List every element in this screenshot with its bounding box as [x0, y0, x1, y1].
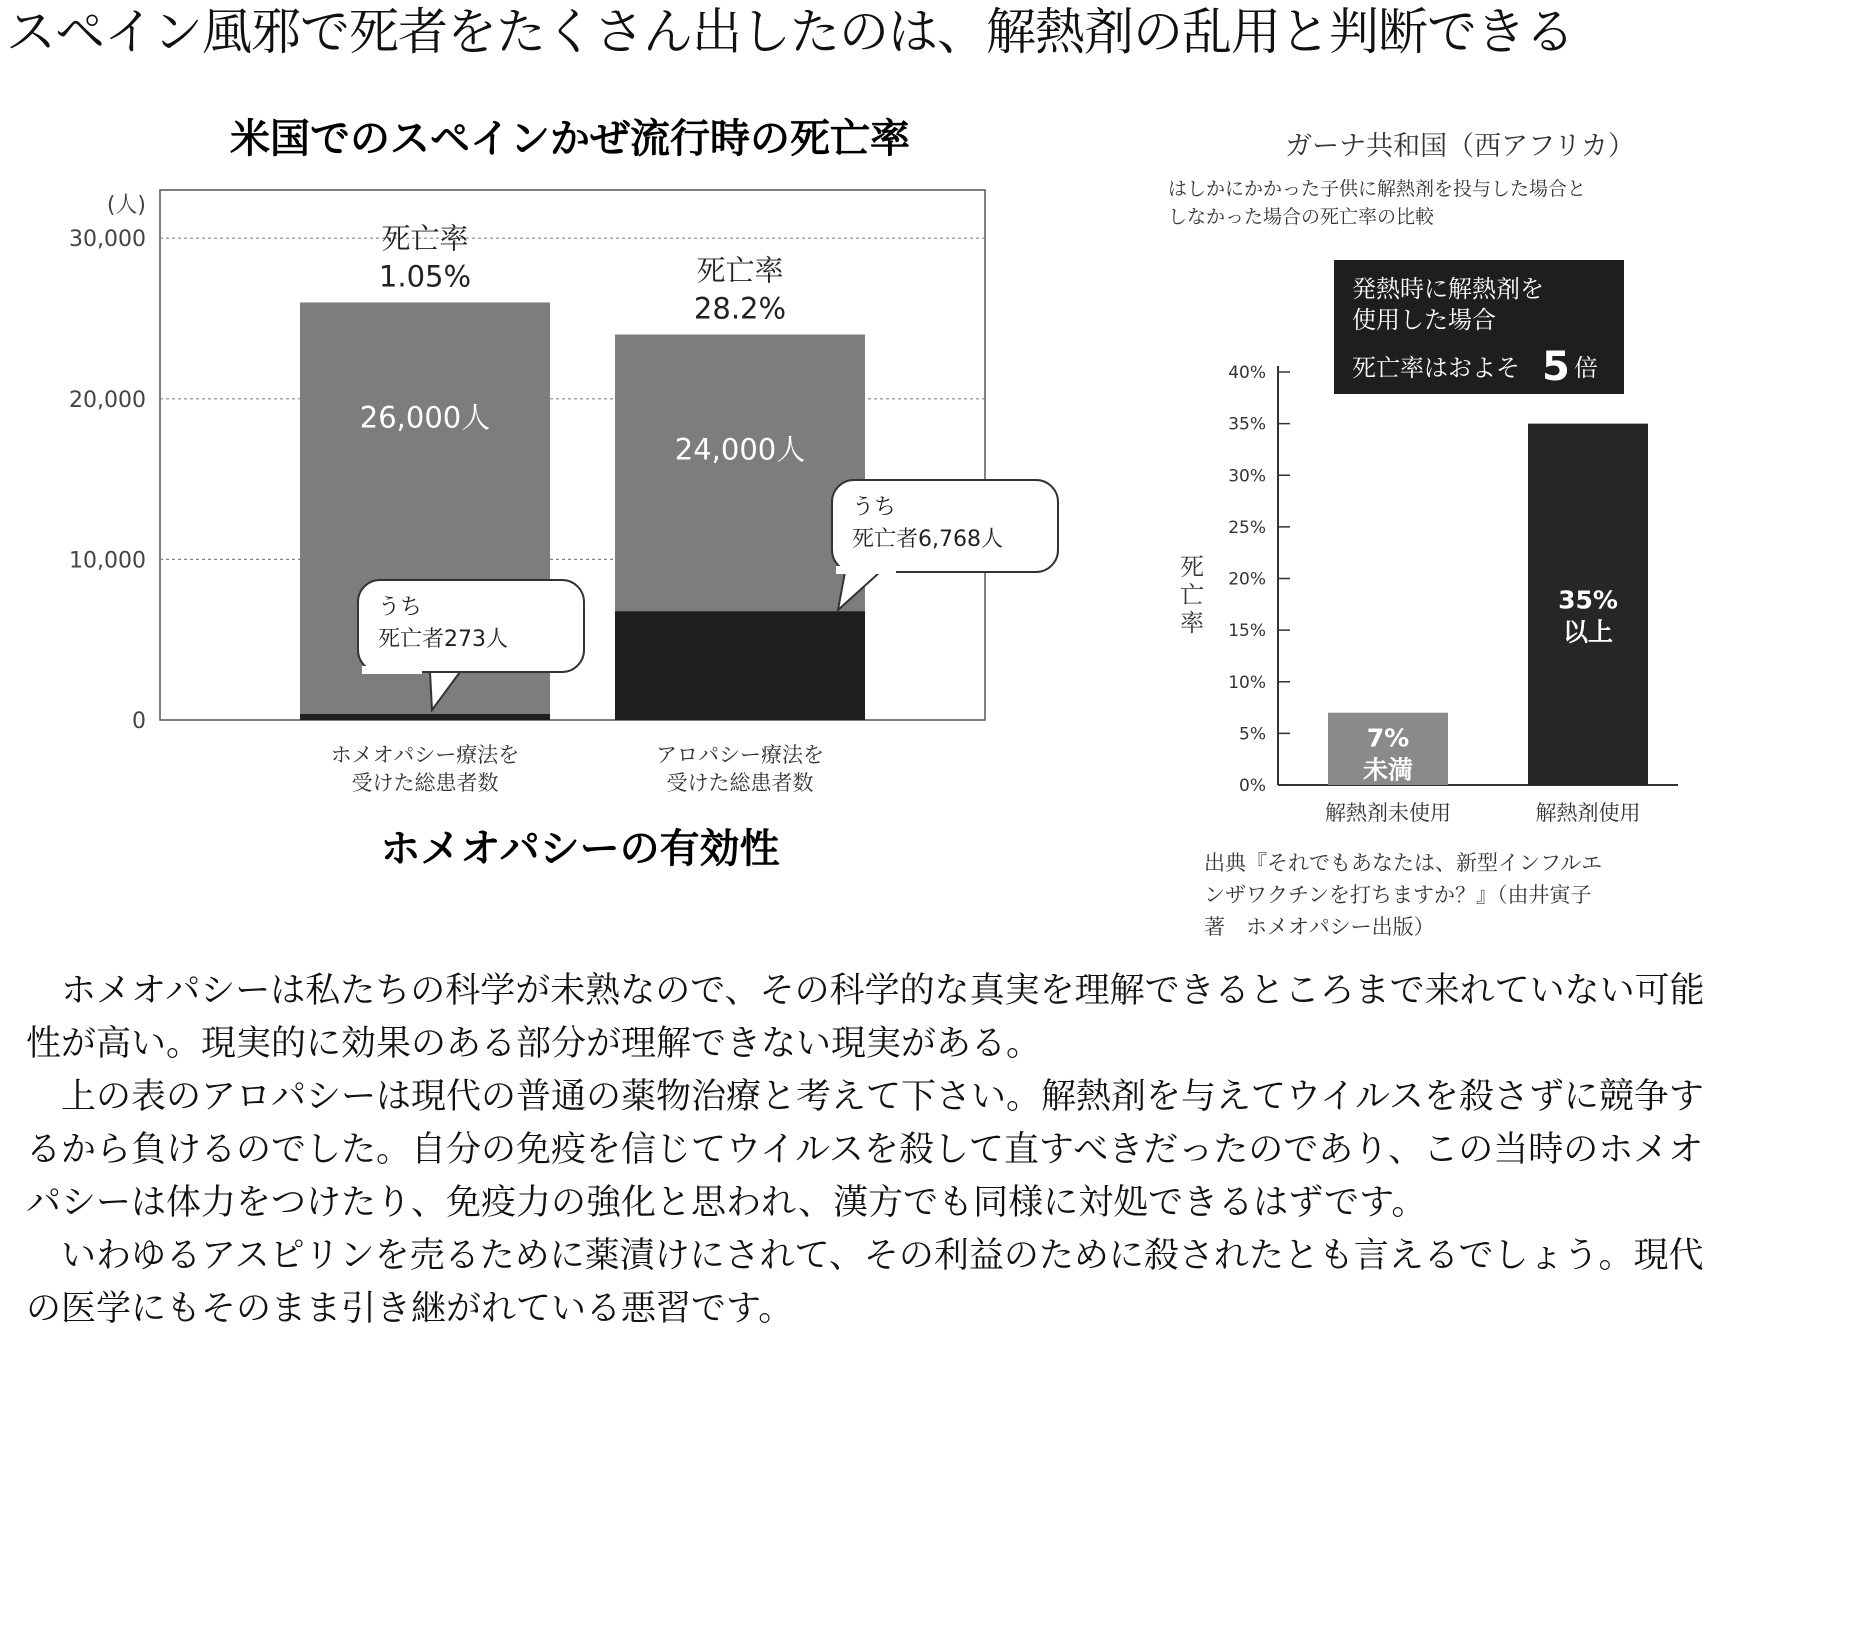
chart2-bar-label-line2: 未満 — [1362, 755, 1414, 785]
chart2-y-tick-label: 5% — [1239, 724, 1266, 745]
chart1-category-label: ホメオパシー療法を — [330, 743, 520, 767]
chart2-y-tick-label: 35% — [1228, 414, 1266, 435]
chart2-y-tick-label: 30% — [1228, 466, 1266, 487]
ghana-measles-chart — [1160, 120, 1720, 960]
chart2-annotation-line1: 発熱時に解熱剤を — [1352, 275, 1544, 303]
chart2-y-axis-label: 率 — [1180, 609, 1204, 637]
chart2-annotation-emphasis: 5 — [1542, 344, 1570, 390]
us-spanish-flu-chart — [40, 110, 1060, 890]
body-paragraph: いわゆるアスピリンを売るために薬漬けにされて、その利益のために殺されたとも言えるでしょう。現代の医学にもそのまま引き継がれている悪習です。 — [26, 1236, 1704, 1329]
chart1-total-label: 24,000人 — [674, 432, 806, 467]
chart1-y-tick-label: 20,000 — [69, 387, 146, 413]
chart2-plot-area — [1180, 260, 1678, 825]
chart1-rate-prefix: 死亡率 — [381, 221, 469, 256]
chart1-y-unit: (人) — [106, 193, 146, 218]
chart2-source-line1: 出典『それでもあなたは、新型インフルエ — [1204, 851, 1603, 875]
chart1-callout-line2: 死亡者273人 — [378, 627, 508, 652]
chart2-subtitle-line2: しなかった場合の死亡率の比較 — [1168, 206, 1435, 228]
chart2-annotation-tail: 倍 — [1574, 354, 1598, 382]
chart2-category-label: 解熱剤使用 — [1535, 801, 1641, 825]
chart1-rate-value: 28.2% — [693, 291, 787, 326]
chart2-category-label: 解熱剤未使用 — [1325, 801, 1451, 825]
chart2-subtitle-line1: はしかにかかった子供に解熱剤を投与した場合と — [1168, 178, 1587, 200]
chart2-y-tick-label: 25% — [1228, 517, 1266, 538]
chart2-source-line3: 著 ホメオパシー出版） — [1204, 915, 1435, 939]
body-paragraph: ホメオパシーは私たちの科学が未熟なので、その科学的な真実を理解できるところまで来れていない可能性が高い。現実的に効果のある部分が理解できない現実がある。 — [26, 971, 1705, 1064]
chart1-rate-value: 1.05% — [378, 259, 472, 294]
chart1-category-label: 受けた総患者数 — [351, 771, 499, 795]
chart1-category-label: 受けた総患者数 — [666, 771, 814, 795]
chart1-callout-line1: うち — [852, 495, 897, 520]
chart2-bar-label-line2: 以上 — [1562, 617, 1614, 647]
chart2-y-tick-label: 20% — [1228, 569, 1266, 590]
chart2-bar-label-line1: 7% — [1366, 723, 1410, 753]
body-paragraph: 上の表のアロパシーは現代の普通の薬物治療と考えて下さい。解熱剤を与えてウイルスを殺さずに競争するから負けるのでした。自分の免疫を信じてウイルスを殺して直すべきだったのであり、この当時のホメオパシーは体力をつけたり、免疫力の強化と思われ、漢方でも同様に対処できるはずです。 — [26, 1077, 1704, 1223]
chart1-rate-prefix: 死亡率 — [696, 253, 784, 288]
body-text — [26, 965, 1716, 1336]
chart2-y-tick-label: 40% — [1228, 363, 1266, 383]
page-headline: スペイン風邪で死者をたくさん出したのは、解熱剤の乱用と判断できる — [6, 3, 1574, 61]
chart1-plot-area — [69, 190, 1058, 795]
chart2-y-axis-label: 亡 — [1180, 581, 1204, 609]
chart2-title: ガーナ共和国（西アフリカ） — [1285, 131, 1635, 162]
chart1-callout-line1: うち — [378, 595, 423, 620]
chart1-bar-deaths — [615, 611, 865, 720]
chart1-title: 米国でのスペインかぜ流行時の死亡率 — [230, 116, 910, 162]
chart2-annotation-line2: 使用した場合 — [1352, 306, 1496, 334]
chart1-callout-box — [832, 480, 1058, 572]
chart1-y-tick-label: 0 — [132, 709, 146, 734]
chart1-callout-joint — [362, 666, 422, 674]
chart1-bar-deaths — [300, 714, 550, 720]
chart1-callout-joint — [836, 566, 896, 574]
chart2-bar-label-line1: 35% — [1558, 585, 1618, 615]
chart1-callout-box — [358, 580, 584, 672]
chart1-y-tick-label: 30,000 — [69, 227, 146, 253]
chart2-y-tick-label: 10% — [1228, 672, 1266, 693]
chart1-category-label: アロパシー療法を — [656, 743, 824, 767]
chart2-annotation-line3: 死亡率はおよそ — [1352, 354, 1520, 382]
chart1-total-label: 26,000人 — [359, 400, 491, 435]
chart2-y-tick-label: 0% — [1239, 776, 1266, 796]
chart2-y-axis-label: 死 — [1180, 553, 1204, 581]
chart2-y-tick-label: 15% — [1228, 621, 1266, 642]
chart1-subtitle: ホメオパシーの有効性 — [380, 826, 780, 872]
chart1-y-tick-label: 10,000 — [69, 548, 146, 574]
chart2-source-line2: ンザワクチンを打ちますか？』（由井寅子 — [1204, 883, 1592, 907]
chart1-callout-line2: 死亡者6,768人 — [852, 527, 1003, 552]
